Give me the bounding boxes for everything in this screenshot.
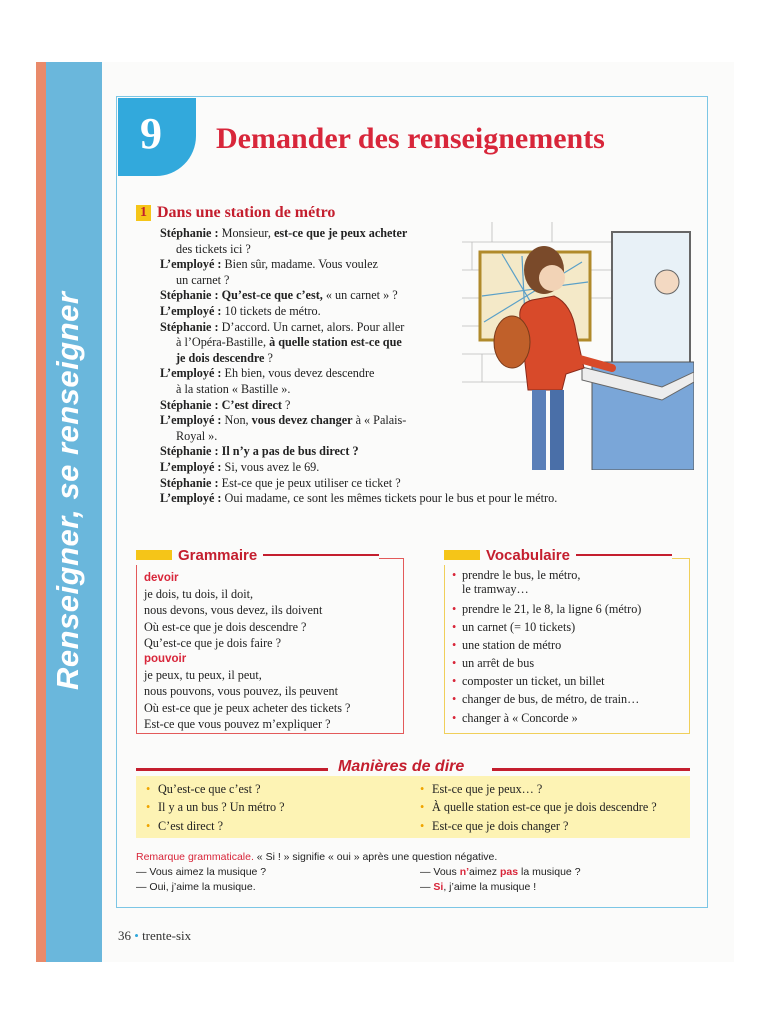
bullet-icon: •	[134, 928, 139, 943]
dialogue-text: Qu’est-ce que c’est,	[221, 288, 323, 303]
speaker: L’employé :	[160, 491, 222, 505]
dialogue-text: à quelle station est-ce que	[269, 335, 402, 350]
dialogue-text: D’accord. Un carnet, alors. Pour aller	[218, 319, 405, 334]
vocabulary-title: Vocabulaire	[486, 546, 570, 564]
vocabulary-item: • prendre le bus, le métro, le tramway…	[452, 568, 641, 596]
verb-heading: devoir	[144, 572, 179, 584]
grammar-line: Où est-ce que je dois descendre ?	[144, 619, 307, 634]
vocabulary-item: • prendre le 21, le 8, la ligne 6 (métro)	[452, 600, 641, 618]
speaker: Stéphanie :	[160, 397, 219, 412]
vocabulary-item: • changer de bus, de métro, de train…	[452, 690, 641, 708]
dialogue-line	[160, 444, 460, 460]
dialogue-text: à l’Opéra-Bastille,	[176, 335, 270, 350]
dialogue-line	[160, 242, 460, 258]
grammar-line: Où est-ce que je peux acheter des tickets ?	[144, 700, 351, 715]
remark-line	[136, 850, 497, 866]
manieres-item: • Il y a un bus ? Un métro ?	[146, 798, 285, 816]
manieres-item: • À quelle station est-ce que je dois descendre ?	[420, 798, 657, 816]
dialogue-text: Est-ce que je peux utiliser ce ticket ?	[218, 475, 401, 490]
vocabulary-list	[452, 568, 641, 727]
dialogue-line	[160, 304, 460, 320]
counter-window	[612, 232, 690, 382]
dialogue-line	[160, 476, 460, 492]
dialogue-text: Non,	[221, 413, 252, 428]
dialogue-text: Bien sûr, madame. Vous voulez	[221, 257, 378, 272]
grammar-title: Grammaire	[178, 546, 258, 564]
vocabulary-item: • un carnet (= 10 tickets)	[452, 618, 641, 636]
manieres-title: Manières de dire	[338, 758, 465, 775]
speaker: L’employé :	[160, 413, 222, 428]
dialogue-line	[160, 413, 460, 429]
vocabulary-item: • un arrêt de bus	[452, 654, 641, 672]
section-number: 1	[136, 205, 151, 221]
dialogue-line	[160, 398, 460, 414]
grammar-line: nous pouvons, vous pouvez, ils peuvent	[144, 684, 338, 699]
side-title: Renseigner, se renseigner	[50, 291, 85, 690]
dialogue-line	[160, 382, 460, 398]
dialogue	[160, 226, 460, 491]
dialogue-line	[160, 351, 460, 367]
remark-a-left: — Oui, j’aime la musique.	[136, 881, 256, 893]
speaker: Stéphanie :	[160, 444, 219, 459]
manieres-left-list	[146, 780, 285, 835]
vocabulary-item: • composter un ticket, un billet	[452, 672, 641, 690]
dialogue-text: à « Palais-	[352, 413, 407, 428]
dialogue-text: Il n’y a pas de bus direct ?	[221, 444, 359, 459]
dialogue-line	[160, 257, 460, 273]
dialogue-line	[160, 429, 460, 445]
vocabulary-item: • une station de métro	[452, 636, 641, 654]
remark-a-right: — Si, j’aime la musique !	[420, 881, 537, 893]
section-heading	[136, 204, 335, 222]
verb-heading: pouvoir	[144, 653, 187, 666]
dialogue-line	[160, 460, 460, 476]
remark-q-left: — Vous aimez la musique ?	[136, 866, 267, 878]
page-number: 36	[118, 928, 131, 943]
dialogue-line	[160, 273, 460, 289]
manieres-item: • Est-ce que je dois changer ?	[420, 817, 657, 835]
dialogue-text: à la station « Bastille ».	[176, 381, 291, 396]
section-title: Dans une station de métro	[157, 204, 336, 221]
dialogue-text: je dois descendre	[176, 350, 265, 365]
dialogue-text: Si, vous avez le 69.	[221, 459, 320, 474]
grammar-line: je peux, tu peux, il peut,	[144, 668, 262, 683]
dialogue-text: C’est direct	[221, 397, 282, 412]
grammar-line: Qu’est-ce que je dois faire ?	[144, 635, 282, 650]
dialogue-last-line	[160, 491, 557, 506]
dialogue-text: Eh bien, vous devez descendre	[221, 366, 375, 381]
dialogue-text: est-ce que je peux acheter	[273, 226, 408, 240]
vocabulary-tab	[444, 545, 672, 565]
speaker: L’employé :	[160, 257, 222, 272]
dialogue-text: un carnet ?	[176, 272, 230, 287]
lesson-title: Demander des renseignements	[216, 122, 605, 155]
speaker: Stéphanie :	[160, 475, 219, 490]
page-word: trente-six	[142, 928, 192, 943]
remark-q-right: — Vous n’aimez pas la musique ?	[420, 866, 581, 878]
grammar-tab	[136, 545, 379, 565]
grammar-content	[144, 570, 350, 732]
speaker: L’employé :	[160, 366, 222, 381]
speaker: Stéphanie :	[160, 319, 219, 334]
dialogue-line	[160, 366, 460, 382]
grammar-line: Est-ce que vous pouvez m’expliquer ?	[144, 716, 331, 731]
lesson-number: 9	[140, 109, 162, 158]
remark-label: Remarque grammaticale.	[136, 851, 254, 863]
metro-ticket-counter-illustration	[462, 222, 694, 470]
page-footer	[118, 928, 191, 944]
dialogue-text: ?	[281, 397, 291, 412]
dialogue-text: des tickets ici ?	[176, 241, 251, 256]
dialogue-text: Oui madame, ce sont les mêmes tickets pour le bus et pour le métro.	[221, 491, 558, 505]
manieres-item: • Qu’est-ce que c’est ?	[146, 780, 285, 798]
dialogue-line	[160, 226, 460, 242]
dialogue-text: ?	[264, 350, 273, 365]
manieres-right-list	[420, 780, 657, 835]
speaker: Stéphanie :	[160, 288, 219, 303]
dialogue-text: Royal ».	[176, 428, 218, 443]
speaker: L’employé :	[160, 303, 222, 318]
dialogue-line	[160, 335, 460, 351]
remark-text: « Si ! » signifie « oui » après une question négative.	[253, 851, 498, 863]
dialogue-line	[160, 288, 460, 304]
vocabulary-item: • changer à « Concorde »	[452, 709, 641, 727]
dialogue-line	[160, 320, 460, 336]
grammar-line: nous devons, vous devez, ils doivent	[144, 603, 323, 618]
dialogue-text: Monsieur,	[218, 226, 274, 240]
dialogue-text: « un carnet » ?	[322, 288, 398, 303]
dialogue-text: 10 tickets de métro.	[221, 303, 321, 318]
manieres-item: • Est-ce que je peux… ?	[420, 780, 657, 798]
speaker: Stéphanie :	[160, 226, 219, 240]
manieres-item: • C’est direct ?	[146, 817, 285, 835]
grammar-line: je dois, tu dois, il doit,	[144, 587, 254, 602]
dialogue-text: vous devez changer	[251, 413, 353, 428]
speaker: L’employé :	[160, 459, 222, 474]
